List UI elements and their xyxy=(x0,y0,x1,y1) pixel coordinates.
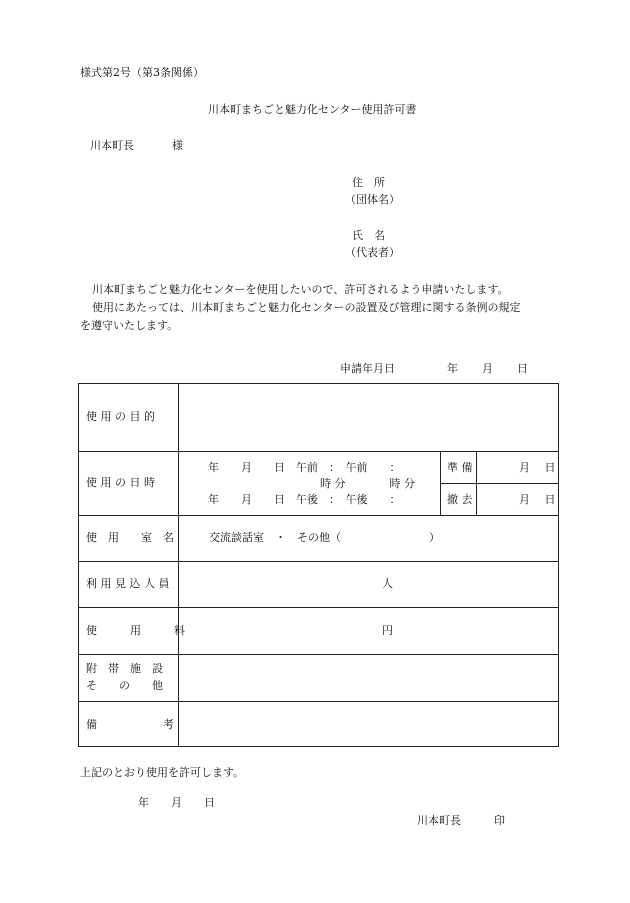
application-date-month: 月 xyxy=(482,362,493,375)
label-datetime: 使 用 の 日 時 xyxy=(86,476,155,489)
remove-date: 月 日 xyxy=(519,493,556,506)
prep-label: 準 備 xyxy=(447,461,473,474)
prep-remove-divider xyxy=(440,483,558,484)
usage-table xyxy=(78,383,559,747)
signer: 川本町長 印 xyxy=(417,814,505,827)
addressee-honorific: 様 xyxy=(172,139,183,152)
body-line-1: 川本町まちごと魅力化センターを使用したいので、許可されるよう申請いたします。 xyxy=(92,283,509,296)
body-line-2: 使用にあたっては、川本町まちごと魅力化センターの設置及び管理に関する条例の規定 xyxy=(92,301,521,314)
datetime-row-am: 年 月 日 午前 ： 午前 ： xyxy=(208,461,401,474)
application-date-year: 年 xyxy=(447,362,458,375)
addressee-name: 川本町長 xyxy=(90,139,134,152)
prep-date: 月 日 xyxy=(519,461,556,474)
row-divider xyxy=(79,451,558,452)
label-facilities-2: そ の 他 xyxy=(86,679,163,692)
label-room: 使 用 室 名 xyxy=(86,531,174,544)
remove-label: 撤 去 xyxy=(447,493,473,506)
approval-date: 年 月 日 xyxy=(138,796,215,809)
applicant-rep-label: （代表者） xyxy=(345,246,400,259)
row-divider xyxy=(79,607,558,608)
approval-statement: 上記のとおり使用を許可します。 xyxy=(80,766,245,779)
applicant-group-label: （団体名） xyxy=(345,193,400,206)
fee-unit: 円 xyxy=(382,624,393,637)
datetime-hour-minute: 時 分 時 分 xyxy=(320,477,415,490)
row-divider xyxy=(79,561,558,562)
datetime-divider xyxy=(440,451,441,515)
label-fee: 使 用 料 xyxy=(86,624,185,637)
row-divider xyxy=(79,654,558,655)
row-divider xyxy=(79,515,558,516)
body-line-3: を遵守いたします。 xyxy=(80,319,179,332)
label-people: 利 用 見 込 人 員 xyxy=(86,577,170,590)
form-number: 様式第2号（第3条関係） xyxy=(80,66,204,79)
label-purpose: 使 用 の 目 的 xyxy=(86,410,155,423)
prep-label-divider xyxy=(476,451,477,515)
datetime-row-pm: 年 月 日 午後 ： 午後 ： xyxy=(208,493,401,506)
application-date-label: 申請年月日 xyxy=(340,362,395,375)
label-notes: 備 考 xyxy=(86,718,174,731)
people-unit: 人 xyxy=(382,577,393,590)
applicant-address-label: 住 所 xyxy=(352,176,385,189)
application-date-day: 日 xyxy=(517,362,528,375)
document-title: 川本町まちごと魅力化センター使用許可書 xyxy=(208,103,417,116)
label-column-divider xyxy=(178,384,179,746)
applicant-name-label: 氏 名 xyxy=(352,229,385,242)
room-options: 交流談話室 ・ その他（ ） xyxy=(209,531,440,544)
row-divider xyxy=(79,701,558,702)
label-facilities-1: 附 帯 施 設 xyxy=(86,662,163,675)
